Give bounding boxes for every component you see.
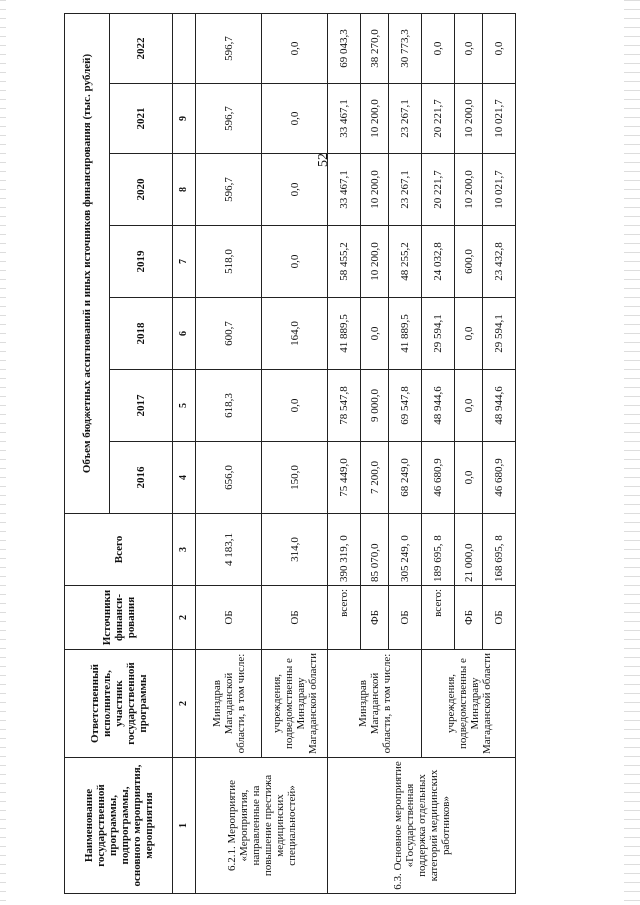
row-value: 48 944,6 — [422, 370, 455, 442]
row-executor: учреждения, подведомственны е Минздраву Магаданской области — [422, 650, 516, 758]
row-value: 0,0 — [455, 298, 483, 370]
row-value: 33 467,1 — [328, 84, 361, 154]
table-row — [196, 13, 262, 893]
column-number: 5 — [173, 370, 196, 442]
row-value: 596,7 — [196, 154, 262, 226]
row-source: ОБ — [262, 586, 328, 650]
column-number: 2 — [173, 650, 196, 758]
row-value: 10 200,0 — [361, 226, 389, 298]
column-number: 1 — [173, 758, 196, 894]
row-value: 69 043,3 — [328, 13, 361, 83]
column-number: 9 — [173, 84, 196, 154]
row-value: 10 200,0 — [455, 154, 483, 226]
row-value: 618,3 — [196, 370, 262, 442]
row-value: 0,0 — [455, 442, 483, 514]
row-value: 46 680,9 — [483, 442, 516, 514]
row-value: 10 200,0 — [455, 84, 483, 154]
column-number: 3 — [173, 514, 196, 586]
row-value: 600,0 — [455, 226, 483, 298]
column-number: 7 — [173, 226, 196, 298]
row-value: 10 200,0 — [361, 154, 389, 226]
header-total: Всего — [65, 514, 173, 586]
row-total: 21 000,0 — [455, 514, 483, 586]
row-value: 656,0 — [196, 442, 262, 514]
scan-edge-right — [624, 0, 640, 905]
row-value: 0,0 — [262, 13, 328, 83]
table-row — [328, 13, 361, 893]
funding-table — [64, 13, 516, 894]
header-year: 2021 — [110, 84, 173, 154]
row-executor: Минздрав Магаданской области, в том числе: — [196, 650, 262, 758]
row-total: 168 695, 8 — [483, 514, 516, 586]
header-year: 2016 — [110, 442, 173, 514]
row-value: 23 267,1 — [389, 154, 422, 226]
column-number — [173, 13, 196, 83]
row-value: 58 455,2 — [328, 226, 361, 298]
header-year: 2022 — [110, 13, 173, 83]
row-value: 164,0 — [262, 298, 328, 370]
row-value: 0,0 — [422, 13, 455, 83]
row-total: 390 319, 0 — [328, 514, 361, 586]
row-value: 23 432,8 — [483, 226, 516, 298]
header-year: 2020 — [110, 154, 173, 226]
row-value: 518,0 — [196, 226, 262, 298]
header-funding-group: Объем бюджетных ассигнований и иных источников финансирования (тыс. рублей) — [65, 13, 110, 513]
column-number: 4 — [173, 442, 196, 514]
row-value: 0,0 — [361, 298, 389, 370]
row-name: 6.2.1. Мероприятие «Мероприятия, направленные на повышение престижа медицинских специальностей» — [196, 758, 328, 894]
row-value: 33 467,1 — [328, 154, 361, 226]
row-value: 596,7 — [196, 13, 262, 83]
row-total: 189 695, 8 — [422, 514, 455, 586]
row-name: 6.3. Основное мероприятие «Государственная поддержка отдельных категорий медицинских работников» — [328, 758, 516, 894]
header-year: 2017 — [110, 370, 173, 442]
header-name: Наименование государственной программы, подпрограммы, основного мероприятия, мероприятия — [65, 758, 173, 894]
rotated-table-container — [64, 14, 584, 894]
row-source: ОБ — [389, 586, 422, 650]
row-value: 29 594,1 — [483, 298, 516, 370]
row-value: 0,0 — [262, 84, 328, 154]
row-source: ФБ — [361, 586, 389, 650]
row-value: 29 594,1 — [422, 298, 455, 370]
page-number: 52 — [316, 153, 331, 167]
header-executor: Ответственный исполнитель, участник государственной программы — [65, 650, 173, 758]
row-total: 305 249, 0 — [389, 514, 422, 586]
row-value: 30 773,3 — [389, 13, 422, 83]
row-value: 41 889,5 — [328, 298, 361, 370]
row-value: 48 255,2 — [389, 226, 422, 298]
row-value: 596,7 — [196, 84, 262, 154]
row-value: 20 221,7 — [422, 84, 455, 154]
scan-edge-left — [0, 0, 6, 905]
row-value: 23 267,1 — [389, 84, 422, 154]
row-total: 314,0 — [262, 514, 328, 586]
row-source: ОБ — [483, 586, 516, 650]
header-year: 2019 — [110, 226, 173, 298]
row-value: 75 449,0 — [328, 442, 361, 514]
row-value: 0,0 — [455, 370, 483, 442]
row-value: 600,7 — [196, 298, 262, 370]
row-source: ФБ — [455, 586, 483, 650]
header-year: 2018 — [110, 298, 173, 370]
row-total: 85 070,0 — [361, 514, 389, 586]
column-number: 8 — [173, 154, 196, 226]
row-value: 78 547,8 — [328, 370, 361, 442]
row-value: 0,0 — [262, 370, 328, 442]
row-value: 38 270,0 — [361, 13, 389, 83]
row-value: 10 200,0 — [361, 84, 389, 154]
row-total: 4 183,1 — [196, 514, 262, 586]
row-value: 20 221,7 — [422, 154, 455, 226]
row-value: 0,0 — [262, 154, 328, 226]
row-value: 0,0 — [483, 13, 516, 83]
header-source: Источники финанси-рования — [65, 586, 173, 650]
row-value: 68 249,0 — [389, 442, 422, 514]
row-executor: Минздрав Магаданской области, в том числе: — [328, 650, 422, 758]
row-value: 24 032,8 — [422, 226, 455, 298]
row-value: 69 547,8 — [389, 370, 422, 442]
row-value: 10 021,7 — [483, 84, 516, 154]
row-value: 0,0 — [455, 13, 483, 83]
column-number: 2 — [173, 586, 196, 650]
row-value: 41 889,5 — [389, 298, 422, 370]
row-executor: учреждения, подведомственны е Минздраву Магаданской области — [262, 650, 328, 758]
row-value: 0,0 — [262, 226, 328, 298]
row-source: ОБ — [196, 586, 262, 650]
header-row-1 — [65, 13, 110, 893]
row-value: 150,0 — [262, 442, 328, 514]
row-source: всего: — [328, 586, 361, 650]
row-source: всего: — [422, 586, 455, 650]
row-value: 7 200,0 — [361, 442, 389, 514]
column-number: 6 — [173, 298, 196, 370]
row-value: 9 000,0 — [361, 370, 389, 442]
row-value: 48 944,6 — [483, 370, 516, 442]
column-number-row — [173, 13, 196, 893]
row-value: 46 680,9 — [422, 442, 455, 514]
row-value: 10 021,7 — [483, 154, 516, 226]
